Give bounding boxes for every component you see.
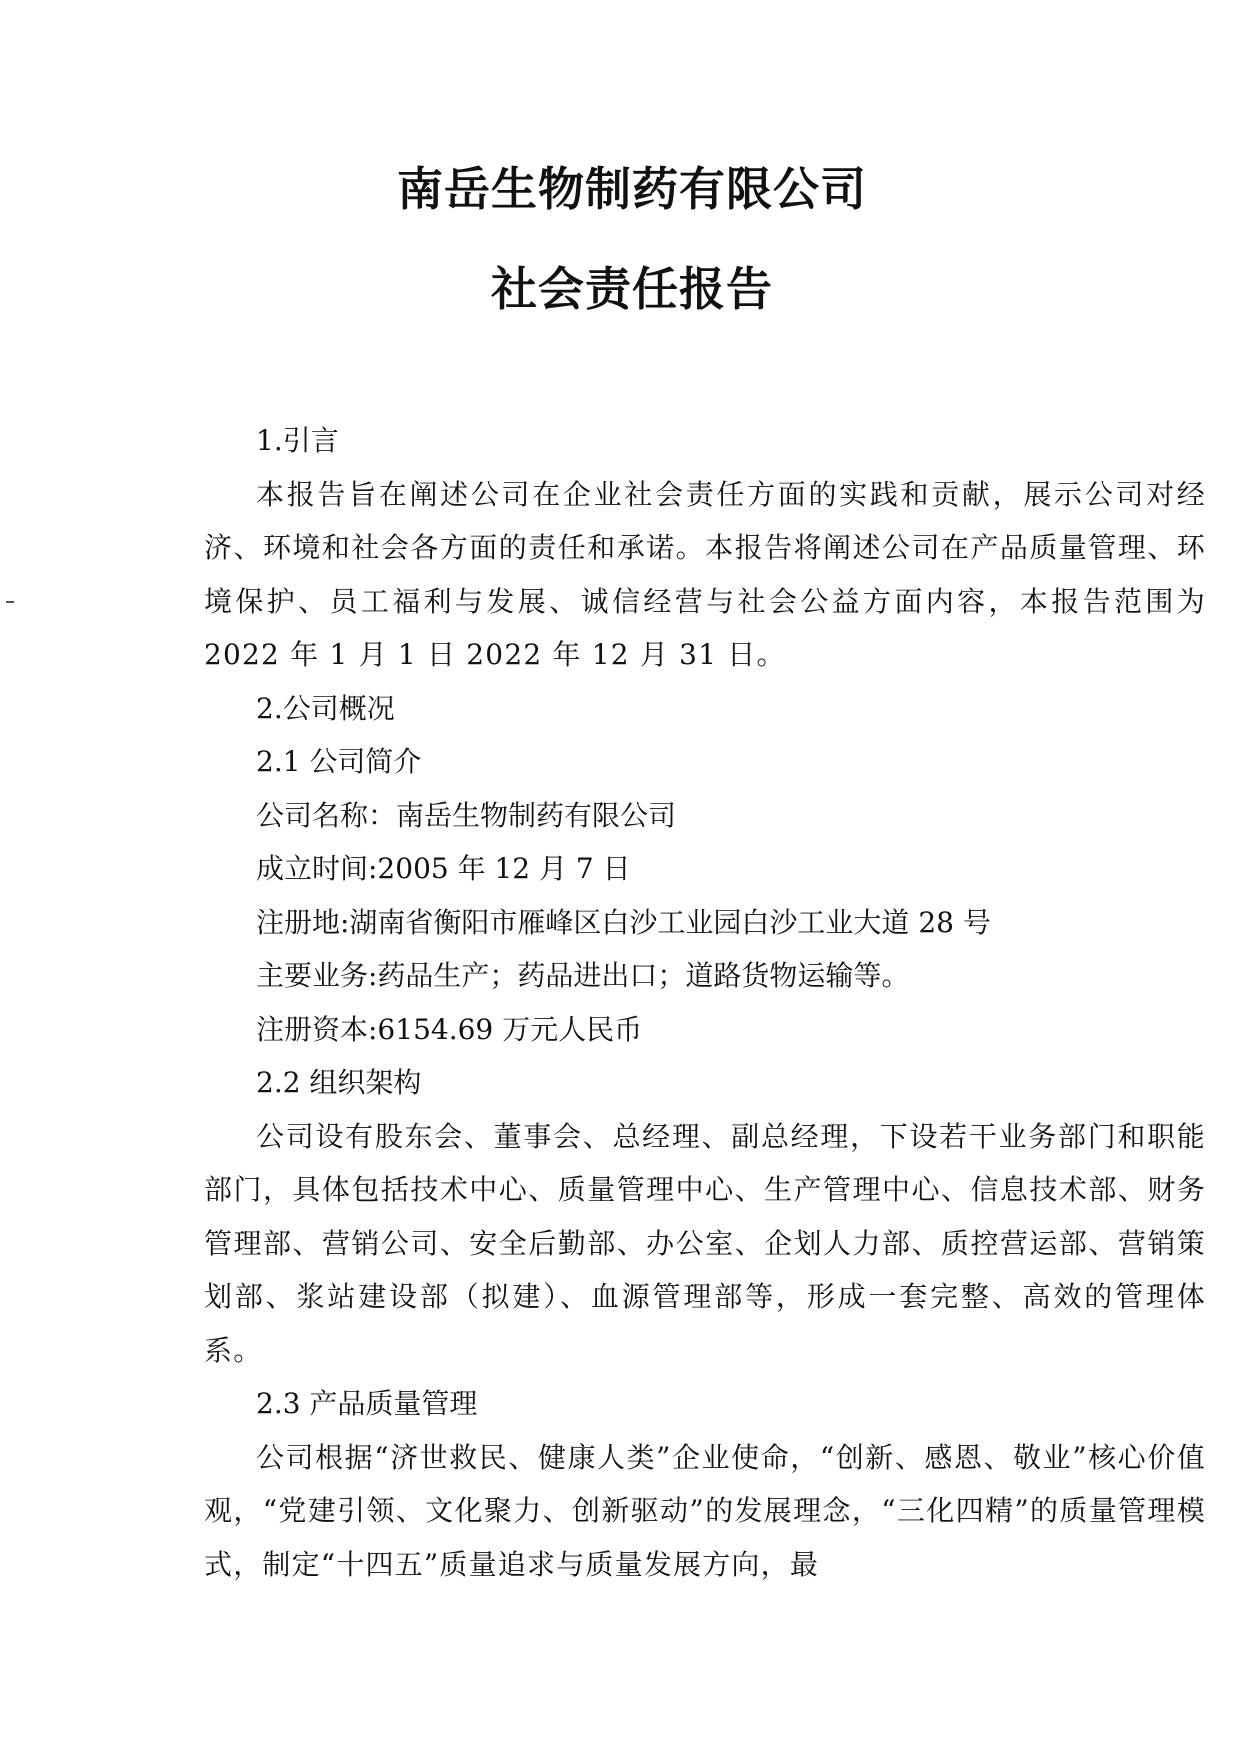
quality-paragraph: 公司根据“济世救民、健康人类”企业使命，“创新、感恩、敬业”核心价值观，“党建引领、文化聚力、创新驱动”的发展理念，“三化四精”的质量管理模式，制定“十四五”质量追求与质量发展方向，最 <box>204 1440 1206 1581</box>
section-heading-organization: 2.2 组织架构 <box>256 1066 422 1099</box>
founded-date-line: 成立时间:2005 年 12 月 7 日 <box>256 852 631 885</box>
intro-paragraph: 本报告旨在阐述公司在企业社会责任方面的实践和贡献，展示公司对经济、环境和社会各方面的责任和承诺。本报告将阐述公司在产品质量管理、环境保护、员工福利与发展、诚信经营与社会公益方面内容，本报告范围为 2022 年 1 月 1 日 2022 年 12 月 31 日。 <box>204 477 1206 671</box>
company-name-line: 公司名称：南岳生物制药有限公司 <box>256 798 677 832</box>
document-title-company: 南岳生物制药有限公司 <box>397 162 867 216</box>
document-title-report: 社会责任报告 <box>491 262 773 316</box>
section-heading-overview: 2.公司概况 <box>256 691 395 725</box>
section-heading-profile: 2.1 公司简介 <box>256 745 422 778</box>
organization-paragraph: 公司设有股东会、董事会、总经理、副总经理，下设若干业务部门和职能部门，具体包括技术中心、质量管理中心、生产管理中心、信息技术部、财务管理部、营销公司、安全后勤部、办公室、企划人力部、质控营运部、营销策划部、浆站建设部（拟建）、血源管理部等，形成一套完整、高效的管理体系。 <box>204 1119 1206 1367</box>
margin-mark <box>6 601 14 603</box>
registered-capital-line: 注册资本:6154.69 万元人民币 <box>256 1012 643 1046</box>
document-body <box>204 414 1206 1591</box>
registered-address-line: 注册地:湖南省衡阳市雁峰区白沙工业园白沙工业大道 28 号 <box>256 905 991 939</box>
main-business-line: 主要业务:药品生产；药品进出口；道路货物运输等。 <box>256 959 910 992</box>
section-heading-intro: 1.引言 <box>256 424 339 457</box>
section-heading-quality: 2.3 产品质量管理 <box>256 1387 478 1420</box>
